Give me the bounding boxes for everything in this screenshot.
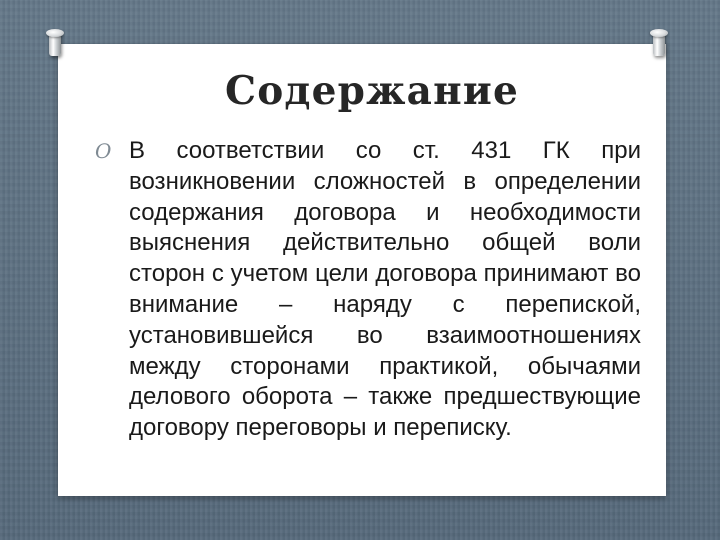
thumbtack-icon xyxy=(653,32,665,56)
slide-card xyxy=(58,44,666,496)
bullet-text-block xyxy=(95,136,641,444)
thumbtack-icon xyxy=(49,32,61,56)
bullet-marker: O xyxy=(95,139,112,163)
bullet-item xyxy=(95,136,641,444)
slide-title: Содержание xyxy=(224,68,520,114)
bullet-text: В соответствии со ст. 431 ГК при возникновении сложностей в определении содержания договора и необходимости выяснения действительно общей воли сторон с учетом цели договора принимают во внимание – наряду с перепиской, установившейся во взаимоотношениях между сторонами практикой, обычаями делового оборота – также предшествующие договору переговоры и переписку. xyxy=(129,137,641,442)
